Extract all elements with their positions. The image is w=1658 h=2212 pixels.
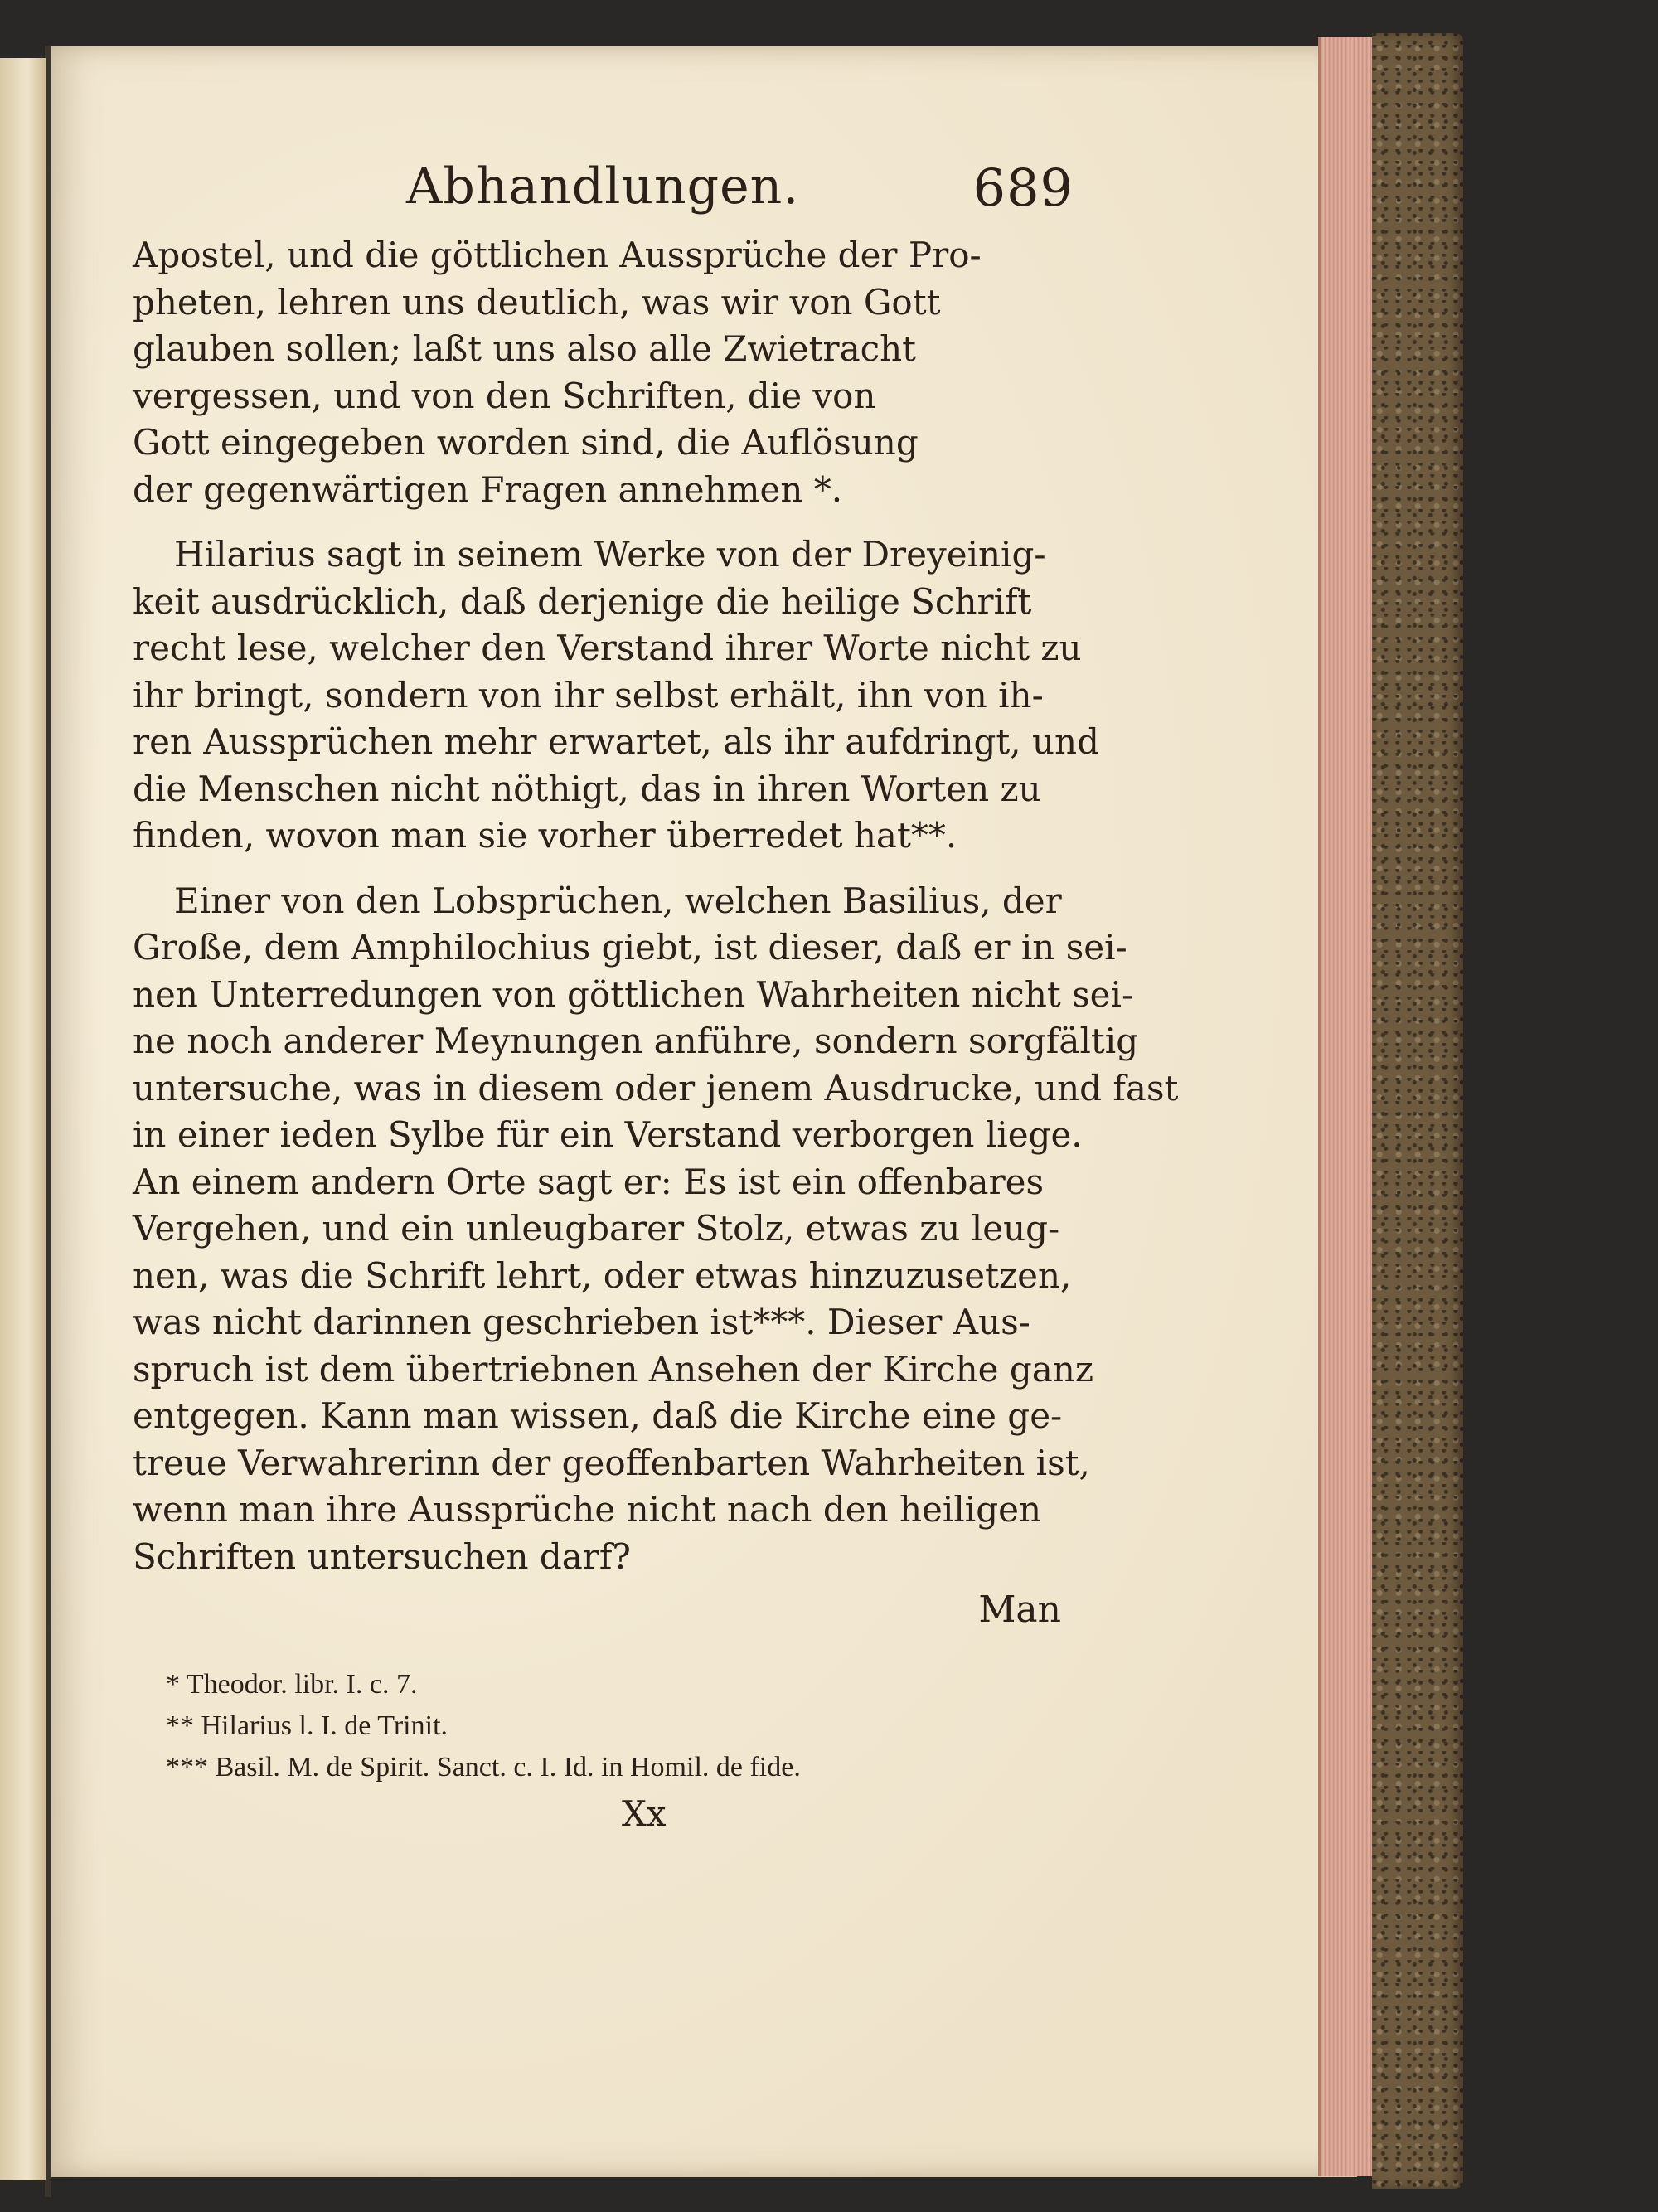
right-book-cover [1372, 33, 1463, 2189]
text-line: pheten, lehren uns deutlich, was wir von Gott [133, 281, 941, 323]
text-line: in einer ieden Sylbe für ein Verstand verborgen liege. [133, 1114, 1083, 1155]
paragraph-2 [133, 531, 1099, 860]
text-line: was nicht darinnen geschrieben ist***. Dieser Aus- [133, 1302, 1030, 1342]
paragraph-1 [133, 232, 1061, 513]
text-line: ihr bringt, sondern von ihr selbst erhält, ihn von ih- [133, 674, 1044, 716]
footnote: * Theodor. libr. I. c. 7. [166, 1669, 418, 1700]
text-line: entgegen. Kann man wissen, daß die Kirche eine ge- [133, 1395, 1063, 1436]
text-line: vergessen, und von den Schriften, die von [133, 375, 876, 416]
text-line: Vergehen, und ein unleugbarer Stolz, etwas zu leug- [133, 1208, 1060, 1249]
text-line: Große, dem Amphilochius giebt, ist dieser, daß er in sei- [133, 927, 1127, 968]
text-line: spruch ist dem übertriebnen Ansehen der Kirche ganz [133, 1348, 1093, 1390]
left-page-edge [0, 58, 46, 2180]
page-stack-edge [1318, 37, 1379, 2176]
text-line: die Menschen nicht nöthigt, das in ihren Worten zu [133, 768, 1041, 809]
catchword: Man [978, 1589, 1061, 1631]
text-line: nen, was die Schrift lehrt, oder etwas hinzuzusetzen, [133, 1254, 1072, 1296]
text-line: Gott eingegeben worden sind, die Auflösung [133, 422, 919, 463]
footnote: *** Basil. M. de Spirit. Sanct. c. I. Id. in Homil. de fide. [166, 1752, 801, 1783]
text-line: treue Verwahrerinn der geoffenbarten Wahrheiten ist, [133, 1442, 1090, 1483]
running-title: Abhandlungen. [406, 158, 800, 216]
text-line: keit ausdrücklich, daß derjenige die heilige Schrift [133, 580, 1032, 622]
text-line: Hilarius sagt in seinem Werke von der Dreyeinig- [174, 534, 1046, 575]
text-line: recht lese, welcher den Verstand ihrer Worte nicht zu [133, 628, 1082, 668]
page-number: 689 [972, 158, 1074, 218]
text-line: wenn man ihre Aussprüche nicht nach den heiligen [133, 1489, 1041, 1530]
text-line: nen Unterredungen von göttlichen Wahrheiten nicht sei- [133, 973, 1134, 1015]
text-line: glauben sollen; laßt uns also alle Zwietracht [133, 328, 917, 369]
paragraph-3 [133, 878, 1179, 1581]
text-line: Apostel, und die göttlichen Aussprüche der Pro- [133, 235, 982, 275]
text-line: der gegenwärtigen Fragen annehmen *. [133, 468, 843, 510]
text-line: Schriften untersuchen darf? [133, 1535, 631, 1577]
text-line: finden, wovon man sie vorher überredet hat**. [133, 815, 957, 856]
signature-mark: Xx [622, 1793, 667, 1834]
text-line: An einem andern Orte sagt er: Es ist ein offenbares [133, 1161, 1045, 1202]
running-header [133, 149, 1074, 232]
text-line: untersuche, was in diesem oder jenem Ausdrucke, und fast [133, 1067, 1179, 1108]
footnotes [133, 1664, 1061, 1788]
text-line: ren Aussprüchen mehr erwartet, als ihr aufdringt, und [133, 721, 1099, 762]
text-line: Einer von den Lobsprüchen, welchen Basilius, der [174, 880, 1062, 921]
page-text-block [133, 149, 1179, 1834]
footnote: ** Hilarius l. I. de Trinit. [166, 1710, 448, 1741]
text-line: ne noch anderer Meynungen anführe, sondern sorgfältig [133, 1021, 1139, 1061]
